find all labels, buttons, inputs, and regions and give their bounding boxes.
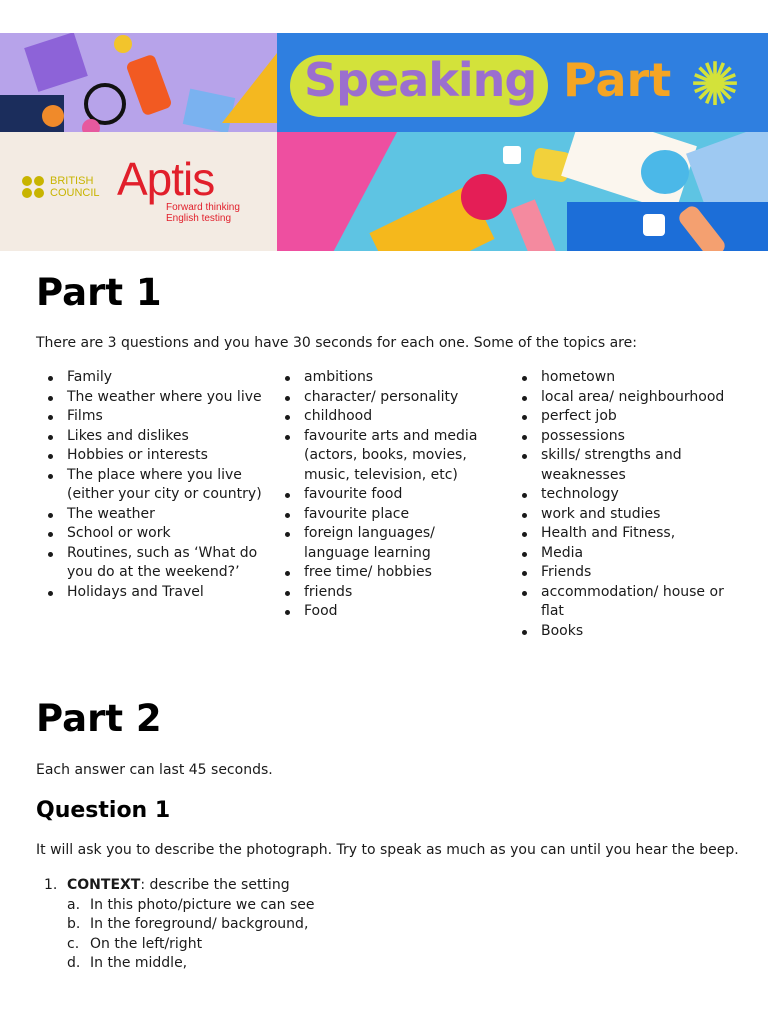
list-item (36, 876, 736, 896)
topic-list-item: The weather where you live (36, 388, 276, 408)
topic-list-item: character/ personality (273, 388, 503, 408)
list-item-text: In the foreground/ background, (90, 916, 309, 932)
topic-list-item: free time/ hobbies (273, 563, 503, 583)
aptis-logo-text: Aptis (117, 153, 215, 205)
topic-list-item: ambitions (273, 368, 503, 388)
topic-list-item: Family (36, 368, 276, 388)
topic-list-item: accommodation/ house or flat (510, 583, 740, 622)
topic-list-item: Books (510, 622, 740, 642)
question1-heading: Question 1 (36, 798, 171, 823)
part1-intro: There are 3 questions and you have 30 seconds for each one. Some of the topics are: (36, 335, 637, 351)
list-letter: b. (67, 916, 81, 932)
topic-list-item: Friends (510, 563, 740, 583)
topic-list-item: friends (273, 583, 503, 603)
topic-list-item: local area/ neighbourhood (510, 388, 740, 408)
topic-list-item: favourite food (273, 485, 503, 505)
part1-heading: Part 1 (36, 271, 162, 314)
aptis-tagline: Forward thinking English testing (166, 202, 240, 224)
topic-list-item: skills/ strengths and weaknesses (510, 446, 740, 485)
list-item-text: In this photo/picture we can see (90, 896, 315, 913)
list-item-text: On the left/right (90, 935, 203, 952)
list-item-text: In the middle, (90, 955, 188, 971)
context-label: CONTEXT (67, 877, 141, 893)
topic-list-item: possessions (510, 427, 740, 447)
list-item (36, 935, 736, 955)
topic-list-item: Hobbies or interests (36, 446, 276, 466)
starburst-icon: ✺ (689, 50, 741, 120)
list-number: 1. (44, 877, 58, 893)
part2-heading: Part 2 (36, 697, 162, 740)
list-item (36, 915, 736, 935)
topic-list-item: hometown (510, 368, 740, 388)
topic-list-item: The place where you live (either your city or country) (36, 466, 276, 505)
question1-text: It will ask you to describe the photograph. Try to speak as much as you can until you hear the beep. (36, 842, 739, 858)
topic-list-item: The weather (36, 505, 276, 525)
british-council-text: BRITISH COUNCIL (50, 175, 100, 199)
topic-list-item: Food (273, 602, 503, 622)
topic-list-item: technology (510, 485, 740, 505)
list-item (36, 896, 736, 916)
context-description: : describe the setting (140, 877, 290, 893)
part2-intro: Each answer can last 45 seconds. (36, 762, 273, 778)
list-item (36, 954, 736, 974)
topic-list-item: Likes and dislikes (36, 427, 276, 447)
topic-list-item: work and studies (510, 505, 740, 525)
banner-speaking-title: Speaking (304, 53, 537, 107)
topic-list-item: School or work (36, 524, 276, 544)
topics-column-1 (36, 368, 276, 602)
topic-list-item: favourite arts and media (actors, books, movies, music, television, etc) (273, 427, 503, 486)
topic-list-item: perfect job (510, 407, 740, 427)
topic-list-item: Health and Fitness, (510, 524, 740, 544)
topic-list-item: Holidays and Travel (36, 583, 276, 603)
topic-list-item: foreign languages/ language learning (273, 524, 503, 563)
topic-list-item: Routines, such as ‘What do you do at the weekend?’ (36, 544, 276, 583)
topic-list-item: childhood (273, 407, 503, 427)
context-list (36, 876, 736, 974)
topic-list-item: Films (36, 407, 276, 427)
topics-column-2 (273, 368, 503, 622)
list-letter: a. (67, 896, 81, 913)
list-letter: c. (67, 935, 80, 952)
topics-column-3 (510, 368, 740, 641)
topic-list-item: Media (510, 544, 740, 564)
topic-list-item: favourite place (273, 505, 503, 525)
list-letter: d. (67, 955, 81, 971)
banner-part-title: Part (563, 53, 672, 107)
